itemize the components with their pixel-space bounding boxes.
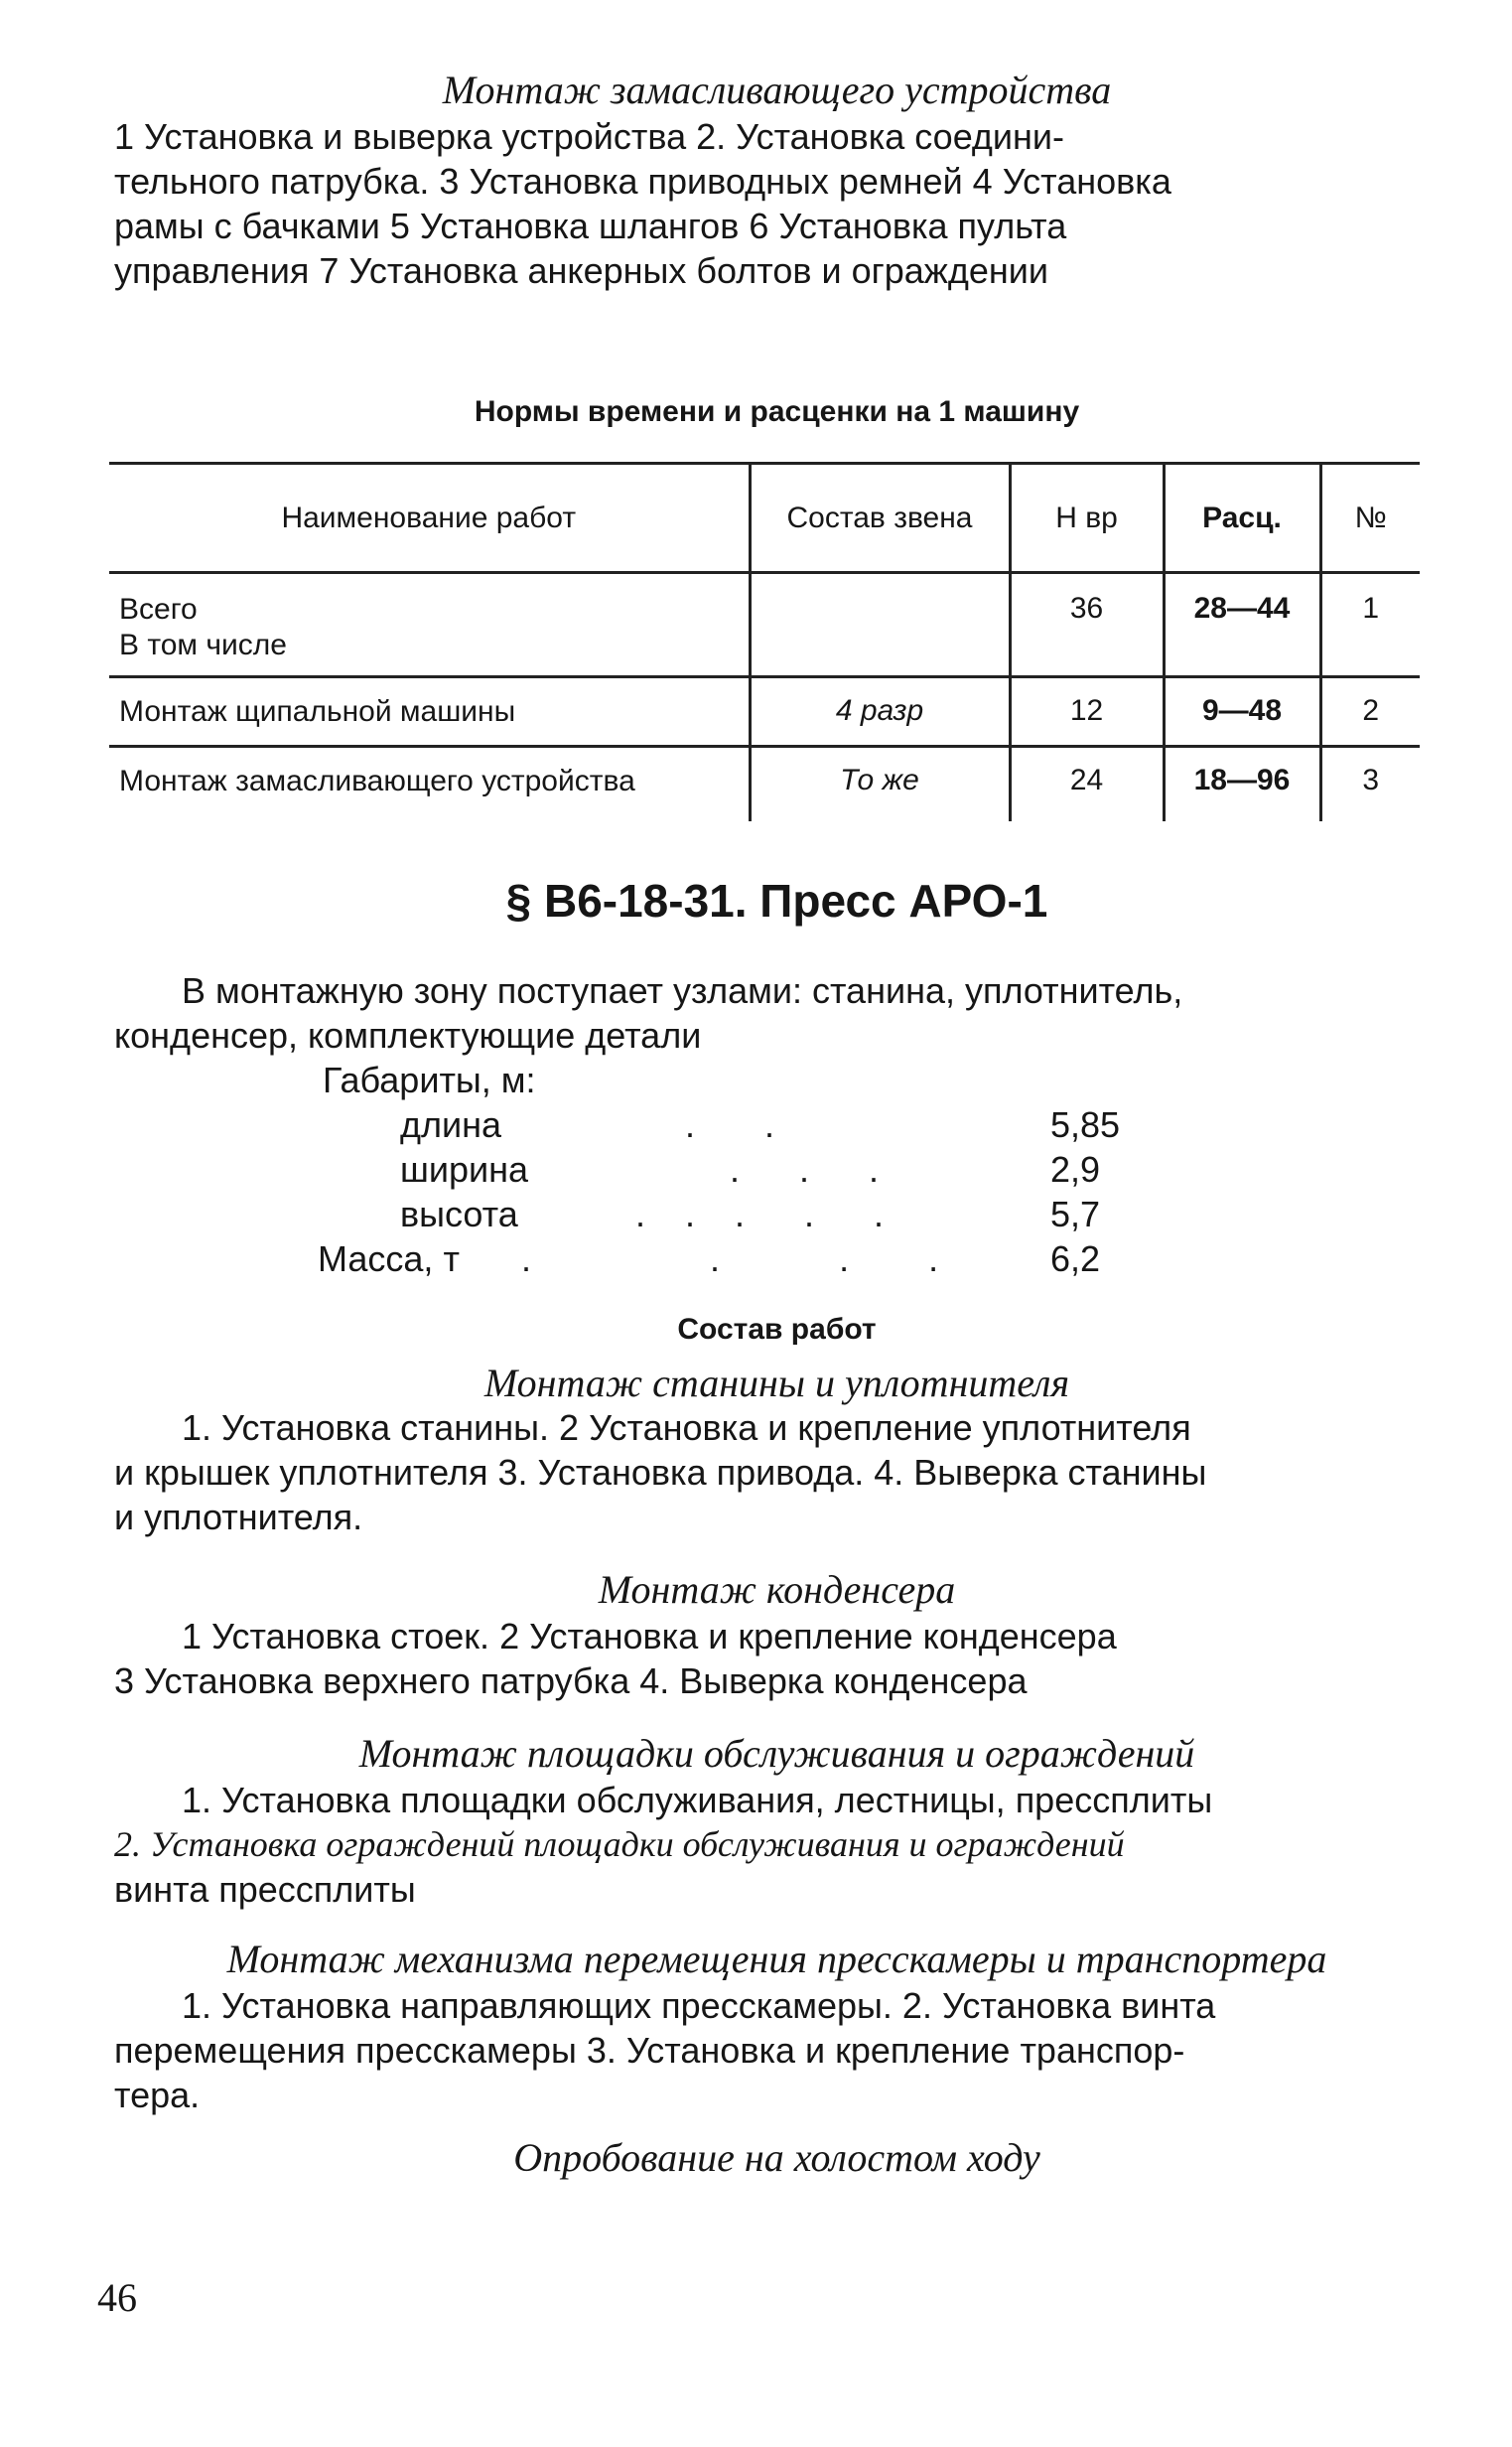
paragraph-line: 1. Установка площадки обслуживания, лестницы, прессплиты xyxy=(182,1780,1213,1820)
top-section-paragraph xyxy=(114,114,1440,293)
subsection-paragraph xyxy=(114,1983,1440,2117)
paragraph-line: В монтажную зону поступает узлами: станина, уплотнитель, xyxy=(182,970,1183,1011)
subsection-heading: Монтаж станины и уплотнителя xyxy=(483,1361,1070,1405)
leader-dots: . . . . xyxy=(521,1238,939,1279)
paragraph-line: 1. Установка станины. 2 Установка и крепление уплотнителя xyxy=(182,1407,1191,1448)
norms-table xyxy=(109,462,1420,821)
dimensions-label: Габариты, м: xyxy=(323,1060,536,1100)
cell-number: 1 xyxy=(1320,573,1420,677)
table-row xyxy=(109,573,1420,677)
paragraph-line: 1 Установка и выверка устройства 2. Установка соедини- xyxy=(114,116,1065,157)
cell-work-name: Монтаж замасливающего устройства xyxy=(109,747,750,821)
dimension-value-length: 5,85 xyxy=(1050,1104,1121,1145)
cell-crew xyxy=(750,573,1010,677)
paragraph-line: перемещения пресскамеры 3. Установка и крепление транспор- xyxy=(114,2030,1185,2071)
table-caption: Нормы времени и расценки на 1 машину xyxy=(474,395,1080,428)
subsection-paragraph xyxy=(114,1405,1440,1539)
cell-crew: То же xyxy=(750,747,1010,821)
cell-work-name: Монтаж щипальной машины xyxy=(109,677,750,747)
cell-rate: 28—44 xyxy=(1164,573,1320,677)
cell-work-name xyxy=(109,573,750,677)
paragraph-line: тельного патрубка. 3 Установка приводных ремней 4 Установка xyxy=(114,161,1171,202)
cell-norm: 12 xyxy=(1010,677,1164,747)
section-intro xyxy=(114,968,1440,1058)
subsection-heading: Монтаж конденсера xyxy=(598,1567,956,1612)
table-header-row xyxy=(109,464,1420,573)
table-row xyxy=(109,747,1420,821)
leader-dots: . . . xyxy=(730,1149,880,1190)
section-title: § В6-18-31. Пресс АРО-1 xyxy=(505,875,1048,927)
paragraph-line: 1. Установка направляющих пресскамеры. 2. Установка винта xyxy=(182,1985,1216,2026)
mass-label: Масса, т xyxy=(318,1238,460,1279)
paragraph-line: 3 Установка верхнего патрубка 4. Выверка конденсера xyxy=(114,1660,1028,1701)
final-heading: Опробование на холостом ходу xyxy=(513,2135,1040,2180)
column-header-number: № xyxy=(1320,464,1420,573)
subsection-heading: Монтаж механизма перемещения пресскамеры и транспортера xyxy=(226,1937,1327,1981)
cell-crew: 4 разр xyxy=(750,677,1010,747)
table-row xyxy=(109,677,1420,747)
paragraph-line: тера. xyxy=(114,2075,201,2115)
dimension-value-height: 5,7 xyxy=(1050,1194,1101,1234)
cell-number: 3 xyxy=(1362,764,1380,796)
leader-dots: . . xyxy=(685,1104,775,1145)
column-header-crew: Состав звена xyxy=(750,464,1010,573)
paragraph-line: и крышек уплотнителя 3. Установка привода. 4. Выверка станины xyxy=(114,1452,1207,1493)
cell-norm: 24 xyxy=(1010,747,1164,821)
paragraph-line: 2. Установка ограждений площадки обслуживания и ограждений xyxy=(114,1824,1125,1864)
cell-rate: 9—48 xyxy=(1164,677,1320,747)
paragraph-line: рамы с бачками 5 Установка шлангов 6 Установка пульта xyxy=(114,206,1067,246)
leader-dots: . . . . . xyxy=(635,1194,885,1234)
dimension-value-width: 2,9 xyxy=(1050,1149,1101,1190)
top-section-heading: Монтаж замасливающего устройства xyxy=(442,68,1112,112)
subsection-paragraph xyxy=(114,1778,1440,1912)
cell-rate: 18—96 xyxy=(1164,747,1320,821)
column-header-rate: Расц. xyxy=(1164,464,1320,573)
paragraph-line: 1 Установка стоек. 2 Установка и крепление конденсера xyxy=(182,1616,1117,1656)
dimension-label-length: длина xyxy=(400,1104,502,1145)
paragraph-line: винта прессплиты xyxy=(114,1869,416,1910)
cell-norm: 36 xyxy=(1010,573,1164,677)
column-header-norm: Н вр xyxy=(1010,464,1164,573)
column-header-work-name: Наименование работ xyxy=(109,464,750,573)
paragraph-line: управления 7 Установка анкерных болтов и ограждении xyxy=(114,250,1048,291)
cell-text: Всего xyxy=(119,593,198,626)
paragraph-line: и уплотнителя. xyxy=(114,1497,363,1537)
subsection-heading: Монтаж площадки обслуживания и ограждений xyxy=(358,1731,1195,1776)
cell-number: 2 xyxy=(1320,677,1420,747)
page-number: 46 xyxy=(97,2275,137,2320)
cell-text: В том числе xyxy=(119,629,287,661)
paragraph-line: конденсер, комплектующие детали xyxy=(114,1015,702,1056)
dimension-label-height: высота xyxy=(400,1194,518,1234)
dimension-label-width: ширина xyxy=(400,1149,529,1190)
subsection-paragraph xyxy=(114,1614,1440,1703)
mass-value: 6,2 xyxy=(1050,1238,1101,1279)
composition-title: Состав работ xyxy=(677,1313,877,1346)
